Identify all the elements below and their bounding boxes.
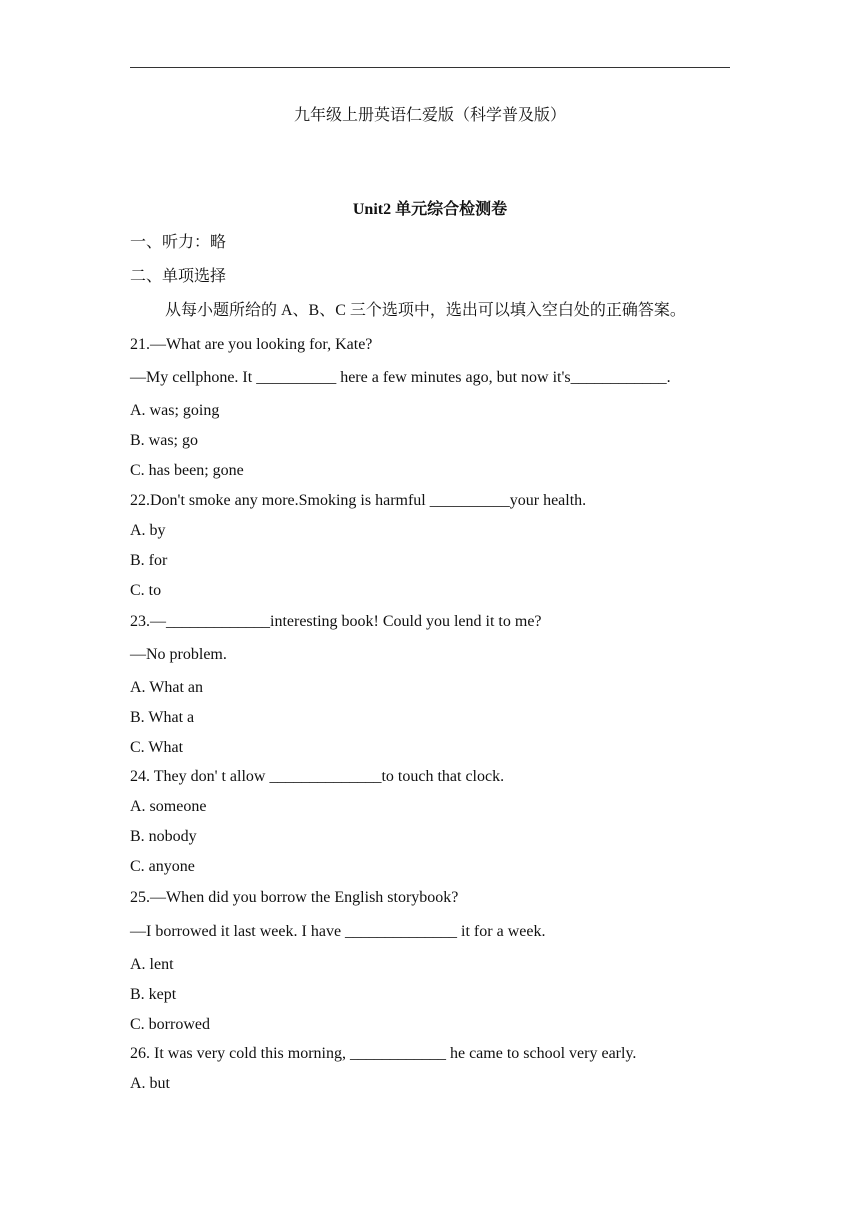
option-text: A. What an <box>130 679 204 696</box>
question-line: —I borrowed it last week. I have ______________ it for a week. <box>130 923 546 940</box>
option-text: B. What a <box>130 709 195 726</box>
option-text: B. nobody <box>130 828 197 845</box>
question-line: 23.—_____________interesting book! Could you lend it to me? <box>130 613 542 630</box>
option-text: C. anyone <box>130 858 195 875</box>
instruction-text: 从每小题所给的 A、B、C 三个选项中，选出可以填入空白处的正确答案。 <box>165 302 686 319</box>
option-text: A. someone <box>130 798 207 815</box>
question-line: 22.Don't smoke any more.Smoking is harmful __________your health. <box>130 492 587 509</box>
option-text: C. borrowed <box>130 1016 210 1033</box>
question-line: 24. They don' t allow ______________to touch that clock. <box>130 768 505 785</box>
option-text: C. has been; gone <box>130 462 244 479</box>
section-listening: 一、听力：略 <box>130 234 227 251</box>
question-line: 26. It was very cold this morning, ____________ he came to school very early. <box>130 1045 637 1062</box>
question-line: 21.—What are you looking for, Kate? <box>130 336 373 353</box>
header-rule <box>130 67 730 68</box>
question-line: 25.—When did you borrow the English storybook? <box>130 889 459 906</box>
option-text: A. but <box>130 1075 170 1092</box>
document-subtitle: Unit2 单元综合检测卷 <box>352 201 508 218</box>
option-text: B. kept <box>130 986 177 1003</box>
option-text: B. was; go <box>130 432 198 449</box>
question-line: —No problem. <box>130 646 227 663</box>
option-text: B. for <box>130 552 168 569</box>
option-text: A. by <box>130 522 166 539</box>
option-text: A. was; going <box>130 402 220 419</box>
option-text: C. to <box>130 582 162 599</box>
document-title: 九年级上册英语仁爱版（科学普及版） <box>293 107 566 124</box>
option-text: A. lent <box>130 956 174 973</box>
section-single-choice: 二、单项选择 <box>130 268 227 285</box>
question-line: —My cellphone. It __________ here a few minutes ago, but now it's____________. <box>130 369 671 386</box>
option-text: C. What <box>130 739 184 756</box>
